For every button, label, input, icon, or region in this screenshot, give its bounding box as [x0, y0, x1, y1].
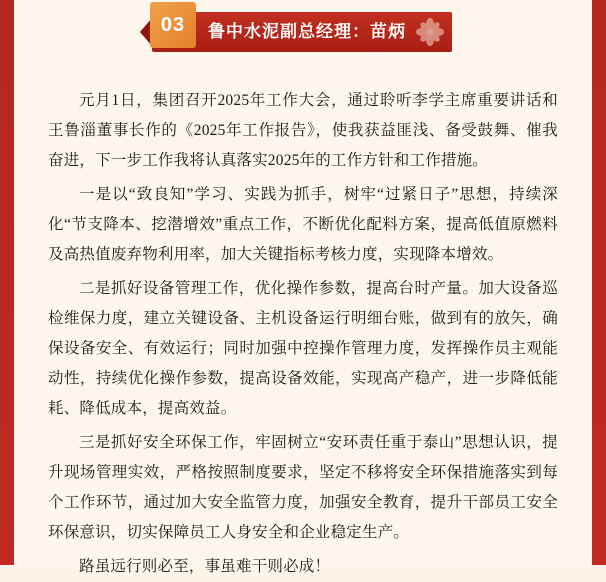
paragraph-5: 路虽远行则必至，事虽难干则必成！: [79, 558, 331, 575]
section-number-badge: 03: [150, 2, 196, 48]
right-decorative-bar: [592, 0, 606, 565]
paragraph-2: 一是以“致良知”学习、实践为抓手，树牢“过紧日子”思想，持续深化“节支降本、挖潜增效”重点工作，不断优化配料方案，提高低值原燃料及高热值废弃物利用率，加大关键指标考核力度，实现降本增效。: [48, 186, 558, 263]
left-decorative-bar: [0, 0, 14, 565]
paragraph-3: 二是抓好设备管理工作，优化操作参数，提高台时产量。加大设备巡检维保力度，建立关键设备、主机设备运行明细台账，做到有的放矢，确保设备安全、有效运行；同时加强中控操作管理力度，发挥操作员主观能动性，持续优化操作参数，提高设备效能，实现高产稳产，进一步降低能耗、降低成本，提高效益。: [48, 280, 558, 417]
article-body: [14, 64, 592, 575]
paragraph-1: 元月1日，集团召开2025年工作大会，通过聆听李学主席重要讲话和王鲁淄董事长作的《2025年工作报告》，使我获益匪浅、备受鼓舞、催我奋进，下一步工作我将认真落实2025年的工作方针和工作措施。: [48, 92, 558, 169]
paragraph-4: 三是抓好安全环保工作，牢固树立“安环责任重于泰山”思想认识，提升现场管理实效，严格按照制度要求，坚定不移将安全环保措施落实到每个工作环节，通过加大安全监管力度，加强安全教育，提升干部员工安全环保意识，切实保障员工人身安全和企业稳定生产。: [48, 434, 558, 541]
section-header: [152, 12, 452, 52]
section-title: 鲁中水泥副总经理：苗炳: [208, 22, 406, 41]
flower-icon: [414, 16, 446, 48]
